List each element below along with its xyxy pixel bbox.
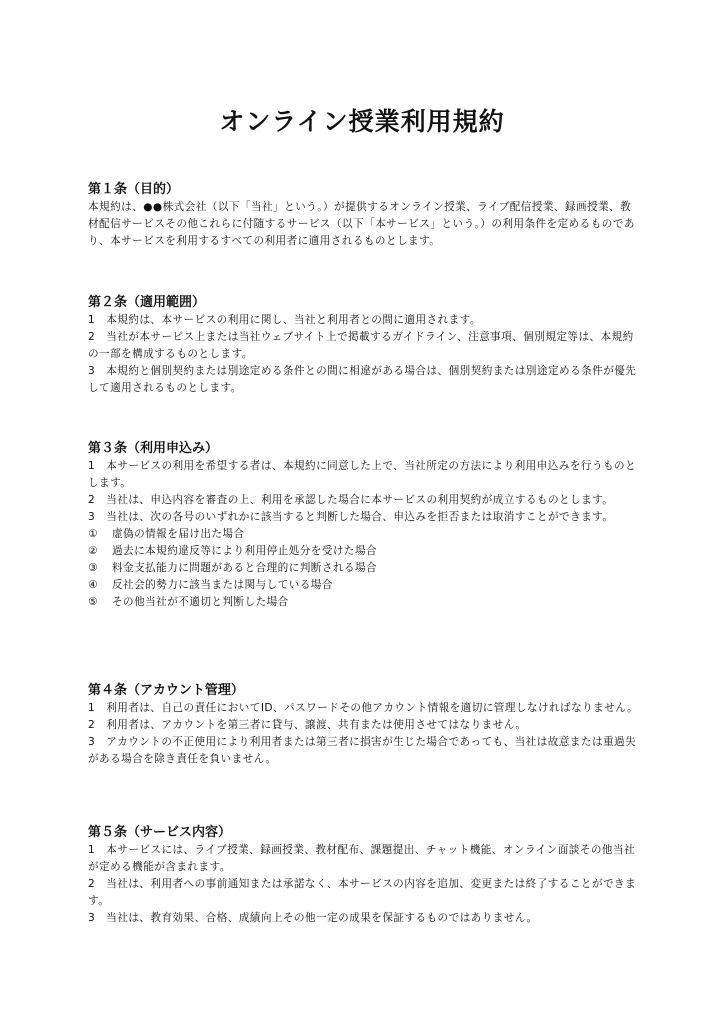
list-item-marker: ④ xyxy=(88,579,98,591)
list-item-text: その他当社が不適切と判断した場合 xyxy=(112,596,289,608)
article-paragraph: 1 本規約は、本サービスの利用に関し、当社と利用者との間に適用されます。 xyxy=(88,314,481,326)
article-paragraph: 1 本サービスには、ライブ授業、録画授業、教材配布、課題提出、チャット機能、オンライン面談その他当社が定める機能が含まれます。 xyxy=(88,844,636,873)
list-item-text: 反社会的勢力に該当または関与している場合 xyxy=(112,579,333,591)
document-title: オンライン授業利用規約 xyxy=(219,107,505,136)
list-item-text: 虚偽の情報を届け出た場合 xyxy=(112,528,245,540)
article-heading: 第４条（アカウント管理） xyxy=(88,683,244,698)
article-heading: 第１条（目的） xyxy=(88,182,180,197)
list-item-text: 料金支払能力に問題があると合理的に判断される場合 xyxy=(112,562,378,574)
list-item xyxy=(88,543,640,560)
article-body xyxy=(88,312,640,397)
article-body xyxy=(88,842,640,927)
list-item xyxy=(88,560,640,577)
article-paragraph: 3 本規約と個別契約または別途定める条件との間に相違がある場合は、個別契約または別途定める条件が優先して適用されるものとします。 xyxy=(88,365,637,394)
article-body xyxy=(88,458,640,611)
list-item-marker: ② xyxy=(88,545,98,557)
article-4 xyxy=(88,682,640,768)
article-2 xyxy=(88,294,640,397)
article-paragraph: 本規約は、●●株式会社（以下「当社」という。）が提供するオンライン授業、ライブ配信授業、録画授業、教材配信サービスその他これらに付随するサービス（以下「本サービス」という。）の利用条件を定めるものであり、本サービスを利用するすべての利用者に適用されるものとします。 xyxy=(88,201,635,247)
article-paragraph: 3 アカウントの不正使用により利用者または第三者に損害が生じた場合であっても、当社は故意または重過失がある場合を除き責任を負いません。 xyxy=(88,736,637,765)
article-paragraph: 1 利用者は、自己の責任においてID、パスワードその他アカウント情報を適切に管理しなければなりません。 xyxy=(88,702,638,714)
article-paragraph: 1 本サービスの利用を希望する者は、本規約に同意した上で、当社所定の方法により利用申込みを行うものとします。 xyxy=(88,460,637,489)
article-paragraph: 2 当社は、利用者への事前通知または承諾なく、本サービスの内容を追加、変更または終了することができます。 xyxy=(88,878,637,907)
article-5 xyxy=(88,824,640,927)
list-item-marker: ① xyxy=(88,528,98,540)
article-paragraph: 2 利用者は、アカウントを第三者に貸与、譲渡、共有または使用させてはなりません。 xyxy=(88,719,527,731)
condition-list xyxy=(88,526,640,611)
article-heading: 第５条（サービス内容） xyxy=(88,825,232,840)
list-item xyxy=(88,594,640,611)
article-paragraph: 2 当社は、申込内容を審査の上、利用を承認した場合に本サービスの利用契約が成立するものとします。 xyxy=(88,494,614,506)
list-item-marker: ⑤ xyxy=(88,596,98,608)
article-1 xyxy=(88,181,640,250)
article-body xyxy=(88,199,640,250)
list-item xyxy=(88,577,640,594)
list-item xyxy=(88,526,640,543)
article-paragraph: 3 当社は、教育効果、合格、成績向上その他一定の成果を保証するものではありません。 xyxy=(88,912,538,924)
list-item-text: 過去に本規約違反等により利用停止処分を受けた場合 xyxy=(112,545,378,557)
list-item-marker: ③ xyxy=(88,562,98,574)
article-heading: 第３条（利用申込み） xyxy=(88,441,219,456)
article-paragraph: 2 当社が本サービス上または当社ウェブサイト上で掲載するガイドライン、注意事項、個別規定等は、本規約の一部を構成するものとします。 xyxy=(88,331,634,360)
article-paragraph: 3 当社は、次の各号のいずれかに該当すると判断した場合、申込みを拒否または取消すことができます。 xyxy=(88,511,614,523)
article-body xyxy=(88,700,640,768)
article-heading: 第２条（適用範囲） xyxy=(88,295,206,310)
article-3 xyxy=(88,440,640,611)
